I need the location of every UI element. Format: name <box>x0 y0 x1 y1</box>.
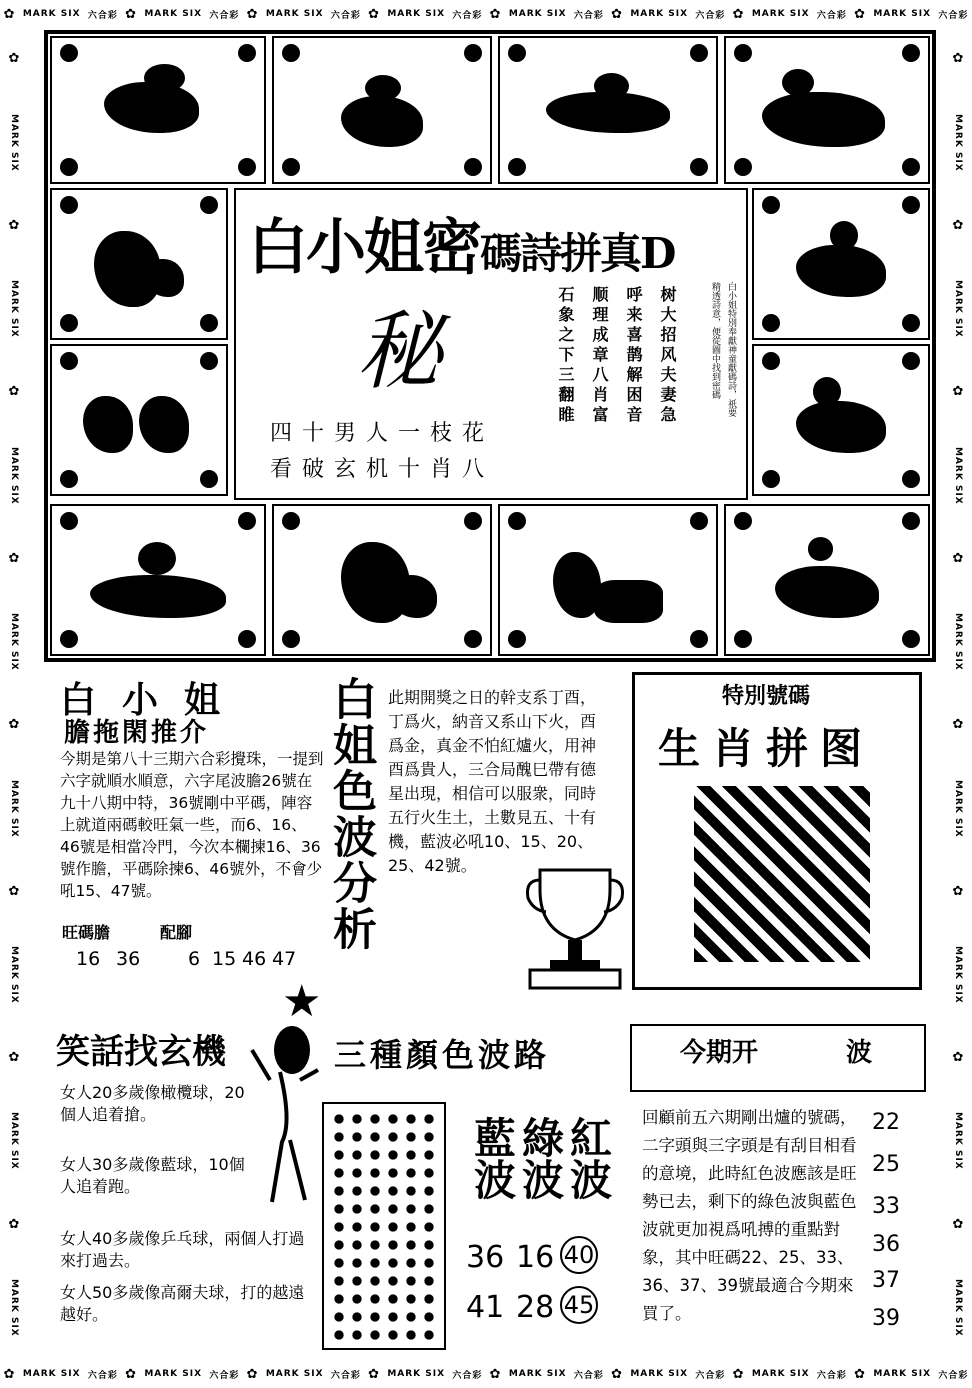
joke-heading: 笑話找玄機 <box>56 1032 226 1072</box>
red-wave-label: 紅波 <box>564 1116 613 1200</box>
border-brand: 六合彩 <box>452 10 483 21</box>
page-title <box>248 200 674 286</box>
corner-dot <box>902 470 920 488</box>
border-text: MARK SIX <box>953 113 963 172</box>
flower-icon: ✿ <box>611 6 624 22</box>
corner-dot <box>282 630 300 648</box>
border-text: MARK SIX <box>387 9 446 19</box>
border-text: MARK SIX <box>265 1369 324 1379</box>
corner-dot <box>902 630 920 648</box>
left-border <box>0 28 28 1360</box>
flower-icon: ✿ <box>6 51 22 68</box>
child-illustration <box>90 64 226 156</box>
ball-grid <box>322 1102 446 1350</box>
joke-paragraph: 女人30多歲像藍球，10個人追着跑。 <box>60 1155 245 1196</box>
flower-icon: ✿ <box>246 1366 259 1382</box>
border-text: MARK SIX <box>953 613 963 671</box>
corner-dot <box>902 44 920 62</box>
flower-icon: ✿ <box>950 550 966 567</box>
corner-dot <box>60 196 78 214</box>
corner-dot <box>238 44 256 62</box>
child-illustration <box>83 373 194 468</box>
title-part: 碼詩 <box>480 229 561 278</box>
border-text: MARK SIX <box>953 945 963 1004</box>
border-text: MARK SIX <box>9 1112 19 1171</box>
border-brand: 六合彩 <box>938 10 969 21</box>
border-text: MARK SIX <box>22 1369 81 1379</box>
note-column: 白小姐特別奉獻神童獻碼詩，祇要 <box>726 282 736 417</box>
note-column: 精透詩意，便從圖中找到密碼 <box>710 282 720 399</box>
flower-icon: ✿ <box>489 1366 502 1382</box>
flower-icon: ✿ <box>125 6 138 22</box>
picture-card <box>50 344 228 496</box>
corner-dot <box>762 314 780 332</box>
border-text: MARK SIX <box>508 9 567 19</box>
border-text: MARK SIX <box>953 280 963 338</box>
right-poem-column: 石象之下三翻睢 <box>556 286 575 426</box>
bottom-border <box>0 1360 972 1388</box>
border-text: MARK SIX <box>9 446 19 505</box>
recommend-heading: 白小姐 <box>60 680 247 721</box>
red-number <box>560 1236 598 1274</box>
blue-number: 41 <box>466 1290 505 1325</box>
support-number: 47 <box>272 948 297 970</box>
corner-dot <box>902 158 920 176</box>
corner-dot <box>690 630 708 648</box>
border-text: MARK SIX <box>9 1278 19 1337</box>
corner-dot <box>690 512 708 530</box>
corner-dot <box>60 470 78 488</box>
current-number: 37 <box>872 1268 900 1293</box>
three-color-heading: 三種顏色波路 <box>334 1036 551 1074</box>
current-wave-text: 回顧前五六期剛出爐的號碼，二字頭與三字頭是有刮目相看的意境，此時紅色波應該是旺勢已去，剩下的綠色波與藍色波就更加視爲吼搏的重點對象，其中旺碼22、25、33、36、37、39號最適合今期來買了。 <box>642 1108 857 1323</box>
corner-dot <box>734 512 752 530</box>
joke-paragraph: 女人40多歲像乒乓球，兩個人打過來打過去。 <box>60 1229 305 1270</box>
border-text: MARK SIX <box>144 9 203 19</box>
border-text: MARK SIX <box>9 280 19 338</box>
flower-icon: ✿ <box>854 1366 867 1382</box>
flower-icon: ✿ <box>3 6 16 22</box>
corner-dot <box>282 512 300 530</box>
border-text: MARK SIX <box>9 945 19 1004</box>
flower-icon: ✿ <box>950 384 966 401</box>
child-illustration <box>539 533 677 628</box>
flower-icon: ✿ <box>6 717 22 734</box>
border-brand: 六合彩 <box>816 10 847 21</box>
corner-dot <box>508 512 526 530</box>
right-poem-column: 树大招风夫妻急 <box>658 286 677 426</box>
corner-dot <box>60 158 78 176</box>
flower-icon: ✿ <box>6 550 22 567</box>
border-brand: 六合彩 <box>695 1370 726 1381</box>
border-text: MARK SIX <box>751 1369 810 1379</box>
right-poem-column: 顺理成章八肖富 <box>590 286 609 426</box>
flower-icon: ✿ <box>368 1366 381 1382</box>
title-panel <box>234 188 748 500</box>
border-text: MARK SIX <box>144 1369 203 1379</box>
current-number: 22 <box>872 1110 900 1135</box>
corner-dot <box>508 630 526 648</box>
woman-figure-icon <box>240 1020 330 1210</box>
colorwave-text: 此期開獎之日的幹支系丁酉，丁爲火，納音又系山下火，酉爲金，真金不怕紅爐火，用神酉爲貴人，三合局醜巳帶有德星出現，相信可以服衆，同時五行火生土，土數見五、十有機，藍波必吼10、15、20、25、42號。 <box>388 688 597 875</box>
child-illustration <box>83 217 194 312</box>
flower-icon: ✿ <box>368 6 381 22</box>
recommend-text: 今期是第八十三期六合彩攪珠，一提到六字就順水順意，六字尾波膽26號在九十八期中特，36號剛中平碼，陣容上就道兩碼較旺氣一些，而6、16、46號是相當冷門，今次本欄揀16、36號作膽，平碼除揀6、46號外，不會少吼15、47號。 <box>60 750 324 900</box>
border-brand: 六合彩 <box>573 10 604 21</box>
flower-icon: ✿ <box>246 6 259 22</box>
picture-card <box>752 188 930 340</box>
corner-dot <box>762 470 780 488</box>
flower-icon: ✿ <box>6 1050 22 1067</box>
corner-dot <box>60 512 78 530</box>
flower-icon: ✿ <box>6 883 22 900</box>
corner-dot <box>200 352 218 370</box>
border-text: MARK SIX <box>265 9 324 19</box>
corner-dot <box>508 158 526 176</box>
blue-number: 36 <box>466 1240 505 1275</box>
border-text: MARK SIX <box>9 113 19 172</box>
corner-dot <box>734 630 752 648</box>
picture-card <box>752 344 930 496</box>
corner-dot <box>60 44 78 62</box>
current-number: 33 <box>872 1194 900 1219</box>
red-number-circle: 40 <box>560 1236 598 1274</box>
corner-dot <box>690 44 708 62</box>
picture-card <box>272 504 492 656</box>
border-text: MARK SIX <box>953 1278 963 1337</box>
flower-icon: ✿ <box>732 6 745 22</box>
border-brand: 六合彩 <box>209 10 240 21</box>
flower-icon: ✿ <box>6 384 22 401</box>
flower-icon: ✿ <box>950 1216 966 1233</box>
border-brand: 六合彩 <box>695 10 726 21</box>
current-wave-heading: 今期开 <box>680 1038 759 1068</box>
corner-dot <box>902 314 920 332</box>
corner-dot <box>902 196 920 214</box>
hot-number: 36 <box>116 948 141 970</box>
corner-dot <box>238 158 256 176</box>
flower-icon: ✿ <box>611 1366 624 1382</box>
flower-icon: ✿ <box>950 883 966 900</box>
support-number: 15 <box>212 948 237 970</box>
corner-dot <box>464 512 482 530</box>
flower-icon: ✿ <box>950 717 966 734</box>
border-text: MARK SIX <box>9 613 19 671</box>
current-number: 39 <box>872 1306 900 1331</box>
poem-line: 四十男人一枝花 <box>270 421 495 446</box>
green-number: 16 <box>516 1240 555 1275</box>
corner-dot <box>464 158 482 176</box>
hot-number: 16 <box>76 948 101 970</box>
support-code-label: 配腳 <box>160 923 193 942</box>
support-number: 6 <box>188 948 201 970</box>
corner-dot <box>200 470 218 488</box>
picture-card <box>50 36 266 184</box>
corner-dot <box>238 512 256 530</box>
child-illustration <box>313 64 451 156</box>
border-text: MARK SIX <box>387 1369 446 1379</box>
corner-dot <box>282 158 300 176</box>
corner-dot <box>762 196 780 214</box>
current-wave-head-box <box>630 1024 926 1092</box>
corner-dot <box>902 352 920 370</box>
border-text: MARK SIX <box>9 779 19 838</box>
joke-paragraph: 女人50多歲像高爾夫球，打的越遠越好。 <box>60 1283 305 1324</box>
border-text: MARK SIX <box>751 9 810 19</box>
red-number-circle: 45 <box>560 1286 598 1324</box>
picture-card <box>724 36 930 184</box>
child-illustration <box>313 533 451 628</box>
blue-wave-label: 藍波 <box>468 1116 517 1200</box>
picture-card <box>50 504 266 656</box>
right-poem-column: 呼来喜鹊解困音 <box>624 286 643 426</box>
corner-dot <box>690 158 708 176</box>
picture-card <box>272 36 492 184</box>
border-brand: 六合彩 <box>330 1370 361 1381</box>
border-brand: 六合彩 <box>87 10 118 21</box>
flower-icon: ✿ <box>950 1050 966 1067</box>
green-number: 28 <box>516 1290 555 1325</box>
border-text: MARK SIX <box>508 1369 567 1379</box>
current-number: 36 <box>872 1232 900 1257</box>
border-brand: 六合彩 <box>938 1370 969 1381</box>
flower-icon: ✿ <box>6 217 22 234</box>
border-text: MARK SIX <box>630 1369 689 1379</box>
corner-dot <box>282 44 300 62</box>
child-illustration <box>539 64 677 156</box>
border-text: MARK SIX <box>22 9 81 19</box>
trophy-icon <box>520 860 630 990</box>
child-illustration <box>785 217 896 312</box>
title-part: 白小姐 <box>248 213 422 283</box>
title-part: 密 <box>422 213 480 283</box>
border-brand: 六合彩 <box>573 1370 604 1381</box>
star-icon: ★ <box>282 976 322 1027</box>
colorwave-heading: 白姐色波分析 <box>325 676 376 952</box>
flower-icon: ✿ <box>950 217 966 234</box>
border-brand: 六合彩 <box>330 10 361 21</box>
border-text: MARK SIX <box>630 9 689 19</box>
support-number: 46 <box>242 948 267 970</box>
flower-icon: ✿ <box>732 1366 745 1382</box>
border-brand: 六合彩 <box>452 1370 483 1381</box>
corner-dot <box>734 158 752 176</box>
red-number <box>560 1286 598 1324</box>
recommend-subheading: 膽拖閑推介 <box>64 718 210 748</box>
title-part: 拼 <box>560 229 601 278</box>
corner-dot <box>200 196 218 214</box>
border-brand: 六合彩 <box>816 1370 847 1381</box>
border-text: MARK SIX <box>953 779 963 838</box>
corner-dot <box>60 352 78 370</box>
right-border <box>944 28 972 1360</box>
current-wave-heading-end: 波 <box>846 1038 873 1068</box>
dragon-illustration <box>762 64 891 156</box>
top-border <box>0 0 972 28</box>
picture-card <box>498 504 718 656</box>
current-number: 25 <box>872 1152 900 1177</box>
ball-pattern <box>330 1110 438 1342</box>
zodiac-puzzle-title: 生肖拼图 <box>658 724 875 773</box>
child-illustration <box>785 373 896 468</box>
corner-dot <box>464 630 482 648</box>
picture-card <box>50 188 228 340</box>
corner-dot <box>60 630 78 648</box>
title-part: 真D <box>600 229 675 278</box>
secret-character: 秘 <box>356 302 442 402</box>
flower-icon: ✿ <box>489 6 502 22</box>
corner-dot <box>508 44 526 62</box>
child-illustration <box>90 533 226 628</box>
border-text: MARK SIX <box>873 9 932 19</box>
corner-dot <box>734 44 752 62</box>
border-brand: 六合彩 <box>87 1370 118 1381</box>
flower-icon: ✿ <box>3 1366 16 1382</box>
corner-dot <box>902 512 920 530</box>
child-illustration <box>762 533 891 628</box>
border-text: MARK SIX <box>953 1112 963 1171</box>
joke-paragraph: 女人20多歲像橄欖球，20個人追着搶。 <box>60 1083 245 1124</box>
picture-card <box>724 504 930 656</box>
corner-dot <box>464 44 482 62</box>
flower-icon: ✿ <box>854 6 867 22</box>
picture-card <box>498 36 718 184</box>
corner-dot <box>60 314 78 332</box>
flower-icon: ✿ <box>6 1216 22 1233</box>
flower-icon: ✿ <box>125 1366 138 1382</box>
corner-dot <box>238 630 256 648</box>
corner-dot <box>200 314 218 332</box>
special-code-label: 特別號碼 <box>722 684 811 709</box>
puzzle-image <box>694 786 870 962</box>
poem-line: 看破玄机十肖八 <box>270 457 495 482</box>
border-brand: 六合彩 <box>209 1370 240 1381</box>
hot-code-label: 旺碼膽 <box>62 923 111 942</box>
border-text: MARK SIX <box>873 1369 932 1379</box>
flower-icon: ✿ <box>950 51 966 68</box>
green-wave-label: 綠波 <box>516 1116 565 1200</box>
corner-dot <box>762 352 780 370</box>
border-text: MARK SIX <box>953 446 963 505</box>
